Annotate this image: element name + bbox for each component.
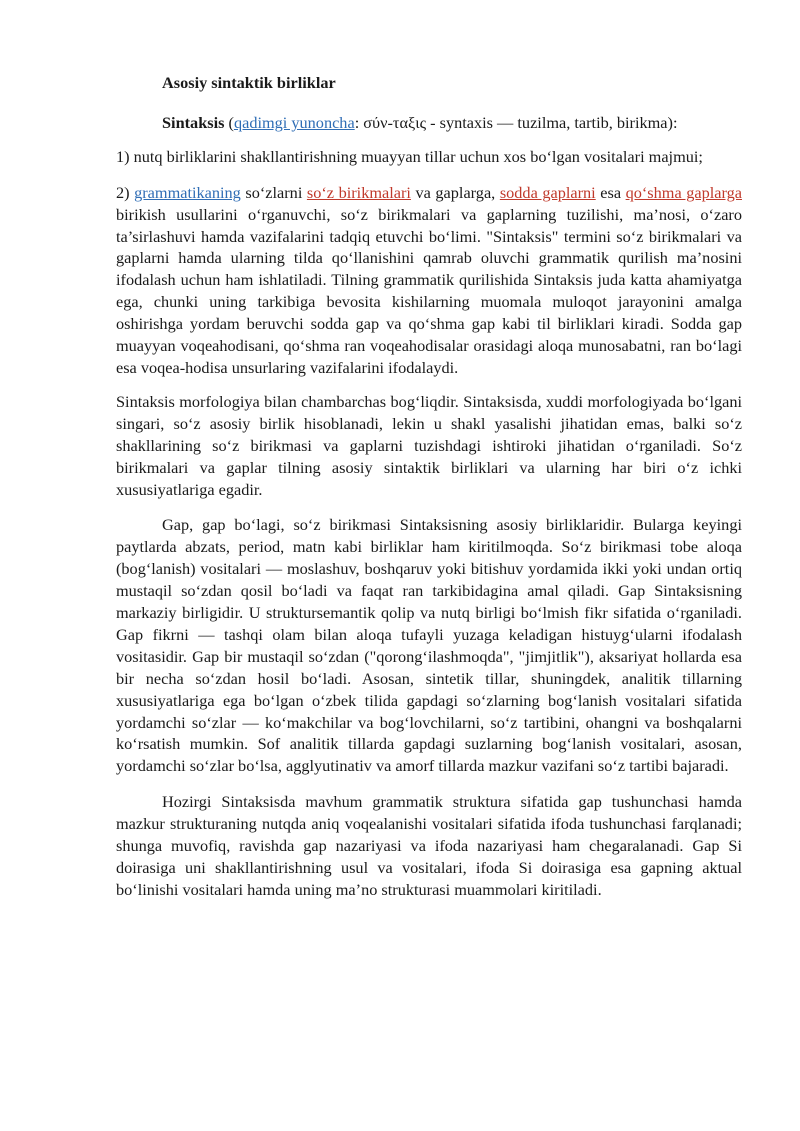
link-grammar[interactable]: grammatikaning (134, 182, 241, 202)
morphology-paragraph: Sintaksis morfologiya bilan chambarchas bog‘liqdir. Sintaksisda, xuddi morfologiyada bo‘lgani singari, so‘z asosiy birlik hisoblanadi, lekin u shakl yasalishi jihatidan emas, balki so‘z shakllarining so‘z birikmasi va gaplarni tuzishdagi ishtiroki jihatidan o‘rganiladi. So‘z birikmalari va gaplar tilning asosiy sintaktik birliklari va ularning har biri o‘z ichki xususiyatlariga egadir. (116, 391, 742, 499)
item-2-text-3: esa (595, 182, 626, 202)
link-simple-sentences[interactable]: sodda gaplarni (499, 182, 596, 202)
item-2-text-1: so‘zlarni (240, 182, 307, 202)
term-sintaksis: Sintaksis (162, 112, 225, 132)
definition-paragraph (116, 112, 742, 134)
link-compound-sentences[interactable]: qo‘shma gaplarga (625, 182, 742, 202)
item-2-text-4: birikish usullarini o‘rganuvchi, so‘z birikmalari va gaplarning tuzilishi, ma’nosi, o‘zaro ta’sirlashuvi hamda vazifalarini tadqiq etuvchi bo‘limi. "Sintaksis" termini so‘z birikmalari va gaplarni hamda ularning tilda qo‘llanishini qamrab oluvchi grammatik qurilish ma’nosini ifodalash uchun ham ishlatiladi. Tilning grammatik qurilishida Sintaksis juda katta ahamiyatga ega, chunki uning tarkibiga bevosita kishilarning muomala muloqot jarayonini amalga oshirishga yordam beruvchi sodda gap va qo‘shma gap kabi til birliklari kiradi. Sodda gap muayyan voqeahodisani, qo‘shma ran voqeahodisalar orasidagi aloqa munosabatni, ran bo‘lagi esa voqea-hodisa unsurlaring vazifalarini ifodalaydi. (116, 204, 742, 377)
definition-open-paren: ( (224, 112, 234, 132)
document-page (116, 72, 742, 901)
modern-syntax-paragraph: Hozirgi Sintaksisda mavhum grammatik struktura sifatida gap tushunchasi hamda mazkur strukturaning nutqda aniq voqealanishi vositalari sifatida ifoda tushunchasi farqlanadi; shunga muvofiq, ravishda gap nazariyasi va ifoda nazariyasi ham chegaralanadi. Gap Si doirasiga uni shakllantirishning usul va vositalari, ifoda Si doirasiga esa gapning aktual bo‘linishi vositalari hamda uning ma’no strukturasi muammolari kiritiladi. (116, 792, 742, 899)
item-2-prefix: 2) (116, 182, 135, 202)
definition-item-2 (116, 182, 742, 379)
link-ancient-greek[interactable]: qadimgi yunoncha (233, 112, 355, 132)
definition-item-1: 1) nutq birliklarini shakllantirishning muayyan tillar uchun xos bo‘lgan vositalari majmui; (116, 146, 703, 166)
page-title: Asosiy sintaktik birliklar (162, 73, 336, 92)
link-word-combinations[interactable]: so‘z birikmalari (306, 182, 411, 202)
definition-rest: : σύν-ταξις - syntaxis — tuzilma, tartib, birikma): (354, 112, 678, 132)
item-2-text-2: va gaplarga, (410, 182, 500, 202)
syntactic-units-paragraph: Gap, gap bo‘lagi, so‘z birikmasi Sintaksisning asosiy birliklaridir. Bularga keyingi paytlarda abzats, period, matn kabi birliklar ham kiritilmoqda. So‘z birikmasi tobe aloqa (bog‘lanish) vositalari — moslashuv, boshqaruv yoki bitishuv yordamida ikki yoki undan ortiq mustaqil so‘zdan qosil bo‘ladi va faqat ran tarkibidagina amal qiladi. Gap Sintaksisning markaziy birligidir. U struktursemantik qolip va nutq birligi bo‘lmish fikr sifatida o‘rganiladi. Gap fikrni — tashqi olam bilan aloqa tufayli yuzaga keladigan histuyg‘ularni ifodalash vositasidir. Gap bir mustaqil so‘zdan ("qorong‘ilashmoqda", "jimjitlik"), aksariyat hollarda esa bir necha so‘zdan hosil bo‘ladi. Asosan, sintetik tillar, shuningdek, analitik tillarning xususiyatlariga ega bo‘lgan o‘zbek tilida gapdagi so‘zlarning bog‘lanish vositalari sifatida yordamchi so‘zlar — ko‘makchilar va bog‘lovchilarni, so‘z tartibini, ohangni va boshqalarni ko‘rsatish mumkin. Sof analitik tillarda gapdagi suzlarning bog‘lanish vositalari, asosan, yordamchi so‘zlar bo‘lsa, agglyutinativ va amorf tillarda mazkur vazifani so‘z tartibi bajaradi. (116, 515, 742, 776)
